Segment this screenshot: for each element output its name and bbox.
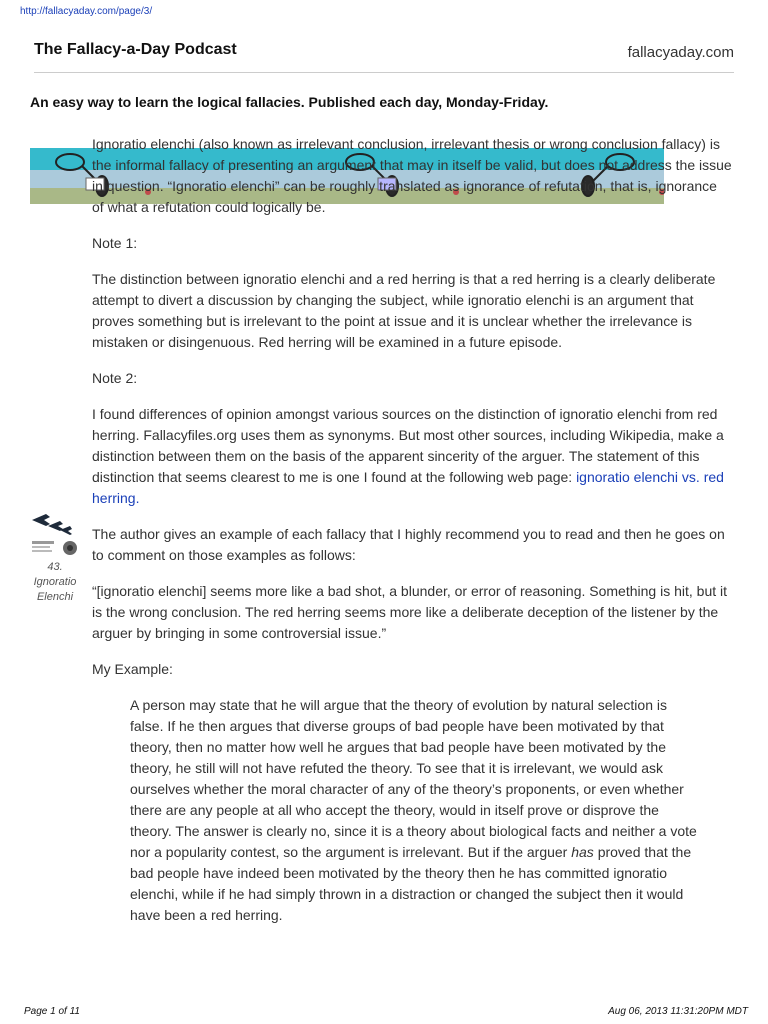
page-counter: Page 1 of 11	[24, 1006, 80, 1017]
author-paragraph: The author gives an example of each fallacy that I highly recommend you to read and then he goes on to comment on those examples as follows:	[92, 526, 725, 563]
episode-number: 43.	[47, 561, 63, 573]
quote-paragraph: “[ignoratio elenchi] seems more like a bad shot, a blunder, or error of reasoning. Something is hit, but it is the wrong conclusion. The red herring seems more like a deliberate deception of the listener by the arguer by bringing in some controversial issue.”	[92, 583, 728, 641]
note2-text: I found differences of opinion amongst various sources on the distinction of ignoratio elenchi from red herring. Fallacyfiles.org uses them as synonyms. But most other sources, including Wikipedia, make a distinction between them on the basis of the apparent sincerity of the arguer. The statement of this distinction that seems clearest to me is one I found at the following web page:	[92, 406, 724, 485]
page-url-link[interactable]: http://fallacyaday.com/page/3/	[20, 6, 153, 17]
print-timestamp: Aug 06, 2013 11:31:20PM MDT	[608, 1006, 748, 1017]
episode-thumbnail[interactable]	[30, 508, 78, 565]
article-body	[92, 134, 732, 926]
note2-paragraph	[92, 404, 732, 509]
episode-thumbnail-caption	[28, 560, 82, 605]
intro-paragraph: Ignoratio elenchi (also known as irrelevant conclusion, irrelevant thesis or wrong conclusion fallacy) is the informal fallacy of presenting an argument that may in itself be valid, but does not address the issue in question. “Ignoratio elenchi” can be roughly translated as ignorance of refutation, that is, ignorance of what a refutation could logically be.	[92, 136, 732, 215]
note2-label: Note 2:	[92, 370, 138, 386]
site-tagline: An easy way to learn the logical fallacies. Published each day, Monday-Friday.	[30, 94, 549, 110]
example-text-part2: proved that the bad people have indeed been motivated by the theory then he has committed ignoratio elenchi, while if he had simply thrown in a distraction or changed the subject then it would have been a red herring.	[130, 844, 692, 923]
example-text-part1: A person may state that he will argue that the theory of evolution by natural selection is false. If he then argues that diverse groups of bad people have been motivated by that theory, then no matter how well he argues that bad people have been motivated by the theory, he still will not have refuted the theory. To see that it is irrelevant, we would ask ourselves whether the moral character of any of the theory’s proponents, or even whether there are any people at all who accept the theory, would in itself prove or disprove the theory. The answer is clearly no, since it is a theory about biological facts and neither a vote nor a popularity contest, so the argument is irrelevant. But if the arguer	[130, 697, 697, 860]
ignoratio-vs-red-herring-link[interactable]: ignoratio elenchi vs. red herring.	[92, 469, 724, 506]
example-label: My Example:	[92, 661, 173, 677]
example-paragraph	[130, 695, 700, 926]
episode-title-line-1: Ignoratio	[33, 576, 77, 588]
jets-and-target-icon	[30, 508, 78, 560]
note1-label: Note 1:	[92, 235, 138, 251]
episode-title-line-2: Elenchi	[36, 591, 74, 603]
example-emphasis: has	[571, 844, 594, 860]
site-domain: fallacyaday.com	[627, 44, 734, 61]
header-divider	[34, 72, 734, 73]
site-title[interactable]: The Fallacy-a-Day Podcast	[34, 41, 237, 58]
note1-paragraph: The distinction between ignoratio elenchi and a red herring is that a red herring is a clearly deliberate attempt to divert a discussion by changing the subject, while ignoratio elenchi is an argument that proves something but is irrelevant to the point at issue and it is unclear whether the irrelevance is mistaken or disingenuous. Red herring will be examined in a future episode.	[92, 271, 716, 350]
